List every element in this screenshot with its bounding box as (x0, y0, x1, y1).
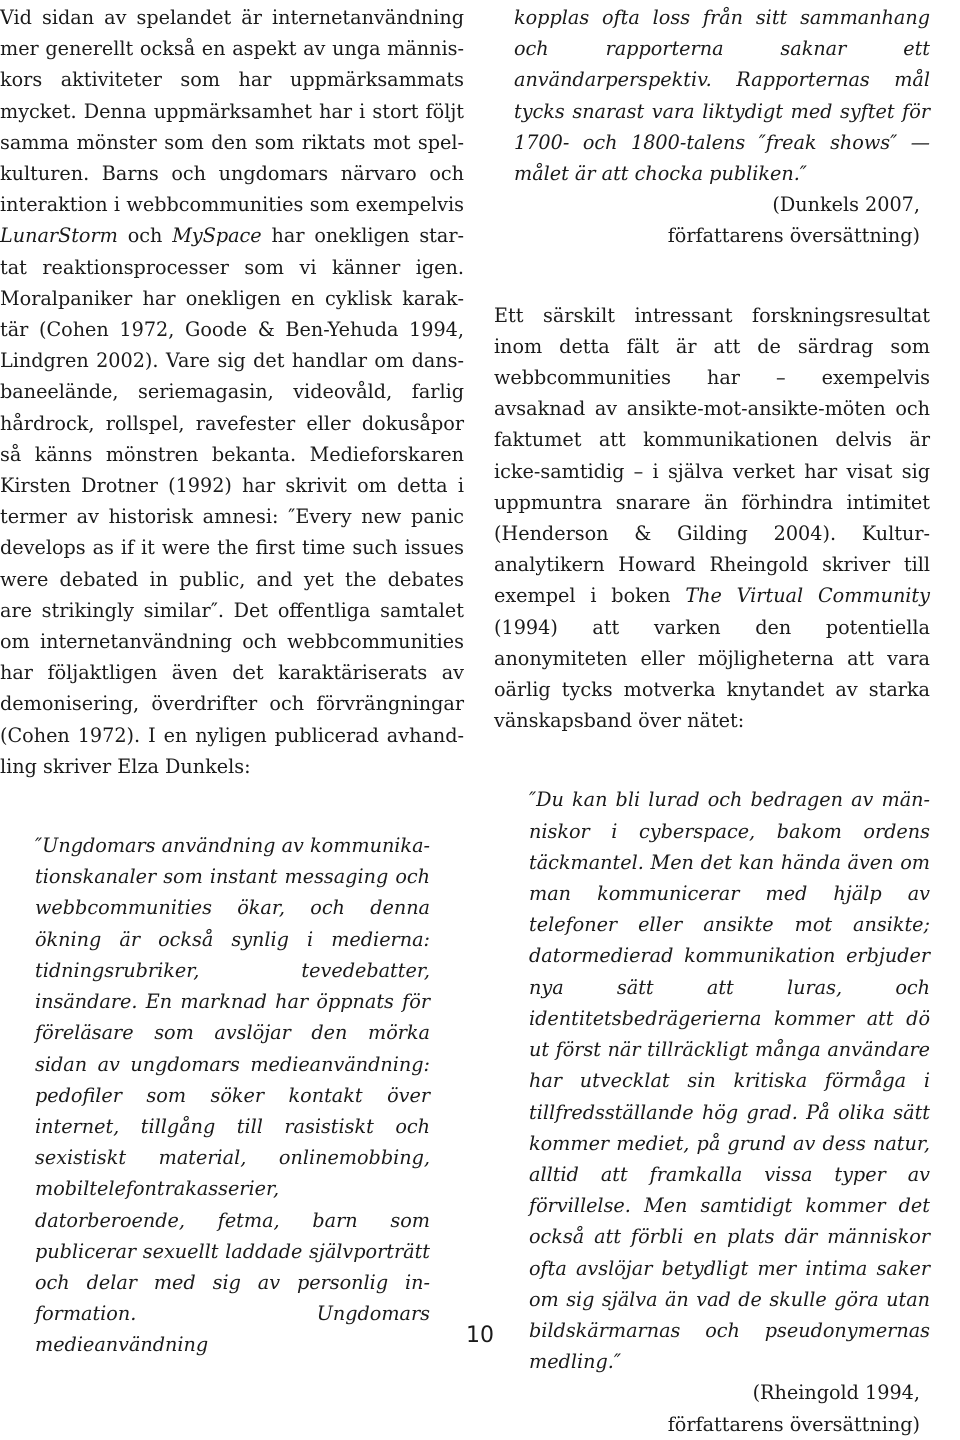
body-paragraph-2 (494, 300, 930, 737)
citation-line: (Dunkels 2007, (772, 193, 920, 217)
citation-line: författarens översättning) (667, 224, 920, 248)
text-run: (1994) att varken den potentiella anonymiteten eller möjligheterna att vara oärlig tycks motverka knytandet av starka vänskapsband över nätet: (494, 615, 930, 733)
myspace-title: MySpace (172, 224, 262, 248)
text-run: har onekligen startat reaktionsprocesser som vi känner igen. Moralpaniker har onekligen en cyklisk karaktär (Cohen 1972, Goode & Ben-Yehuda 1994, Lindgren 2002). Vare sig det handlar om dansbaneelände, seriemagasin, videovåld, farlig hårdrock, rollspel, ravefester eller dokusåpor så känns mönstren bekanta. Medieforskaren Kirsten Drotner (1992) har skrivit om detta i termer av historisk amnesi: ″Every new panic develops as if it were the first time such issues were debated in public, and yet the debates are strikingly similar″. Det offentliga samtalet om internetanvändning och webbcommunities har följaktligen även det karaktäriserats av demonisering, överdrifter och förvrängningar (Cohen 1972). I en nyligen publicerad avhandling skriver Elza Dunkels: (0, 224, 464, 778)
rheingold-citation (494, 1377, 930, 1439)
citation-line: författarens översättning) (667, 1412, 920, 1436)
page-number: 10 (466, 1323, 494, 1348)
right-column (494, 2, 930, 1440)
text-run: Ett särskilt intressant forskningsresultat inom detta fält är att de särdrag som webbcommunities har – exempelvis avsaknad av ansikte-mot-ansikte-möten och faktumet att kommunikationen delvis är icke-samtidig – i själva verket har visat sig uppmuntra snarare än förhindra intimitet (Henderson & Gilding 2004). Kulturanalytikern Howard Rheingold skriver till exempel i boken (494, 303, 930, 608)
dunkels-quote: ″Ungdomars användning av kommunikationskanaler som instant messaging och webbcommunities ökar, och denna ökning är också synlig i medierna: tidningsrubriker, tevedebatter, insändare. En marknad har öppnats för föreläsare som avslöjar den mörka sidan av ungdomars medieanvändning: pedofiler som söker kontakt över internet, tillgång till rasistiskt och sexistiskt material, onlinemobbing, mobiltelefontrakasserier, datorberoende, fetma, barn som publicerar sexuellt laddade självporträtt och delar med sig av personlig information. Ungdomars medieanvändning (35, 834, 430, 1357)
citation-line: (Rheingold 1994, (752, 1381, 920, 1405)
left-column (0, 2, 464, 1361)
book-title: The Virtual Community (685, 584, 930, 608)
text-run: och (117, 224, 173, 248)
lunarstorm-title: LunarStorm (0, 224, 118, 248)
text-run: Vid sidan av spelandet är internetanvändning mer generellt också en aspekt av unga människors aktiviteter som har uppmärksammats mycket. Denna uppmärksamhet har i stort följt samma mönster som den som riktats mot spelkulturen. Barns och ungdomars närvaro och interaktion i webbcommunities som exempelvis (0, 6, 464, 217)
rheingold-quote: ″Du kan bli lurad och bedragen av människor i cyberspace, bakom ordens täckmantel. Men det kan hända även om man kommunicerar med hjälp av telefoner eller ansikte mot ansikte; datormedierad kommunikation erbjuder nya sätt att luras, och identitetsbedrägerierna kommer att dö ut först när tillräckligt många användare har utvecklat sin kritiska förmåga i tillfredsställande hög grad. På olika sätt kommer mediet, på grund av dess natur, alltid att framkalla vissa typer av förvillelse. Men samtidigt kommer det också att förbli en plats där människor ofta avslöjar betydligt mer intima saker om sig själva än vad de skulle göra utan bildskärmarnas och pseudonymernas medling.″ (529, 788, 930, 1374)
body-paragraph-1 (0, 2, 464, 782)
dunkels-quote-continued: kopplas ofta loss från sitt sammanhang och rapporterna saknar ett användarperspektiv. Rapporternas mål tycks snarast vara liktydigt med syftet för 1700- och 1800-talens ″freak shows″ — målet är att chocka publiken.″ (514, 6, 930, 186)
dunkels-citation (494, 189, 930, 251)
